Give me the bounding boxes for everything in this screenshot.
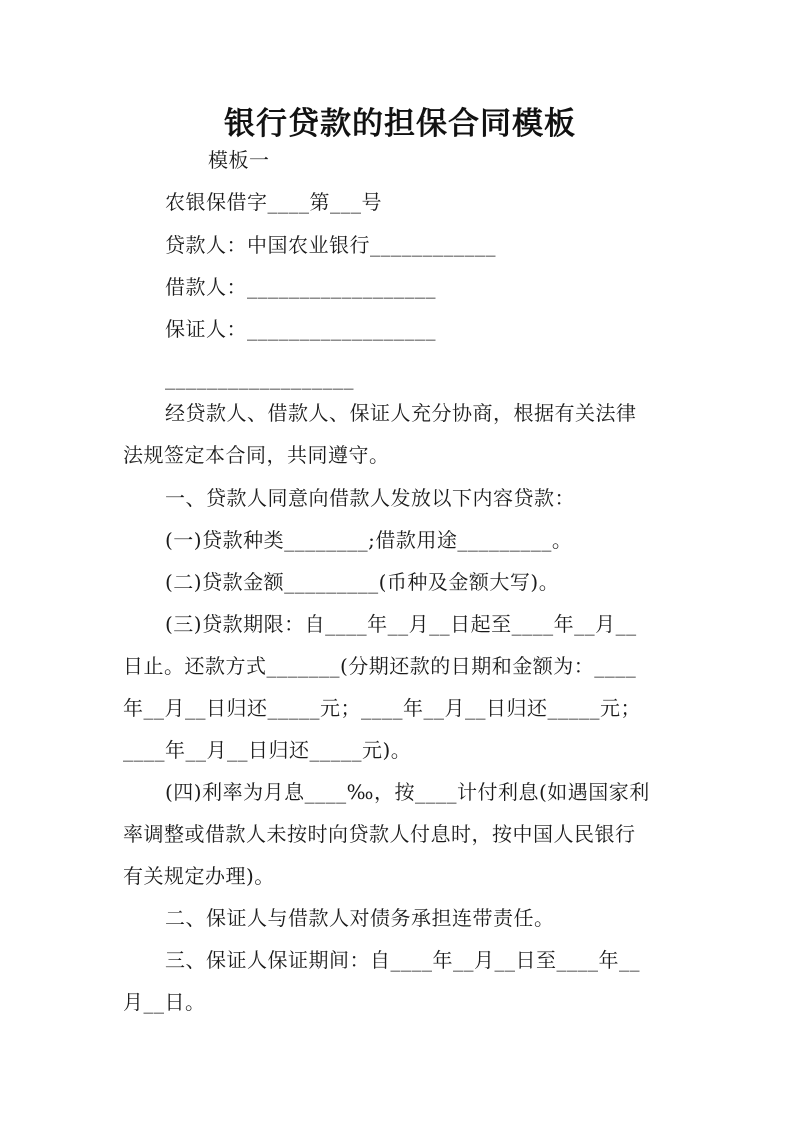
paragraph-line: 二、保证人与借款人对债务承担连带责任。 xyxy=(165,906,555,930)
paragraph-line: 年__月__日归还_____元；____年__月__日归还_____元； xyxy=(123,696,641,720)
paragraph-line: ____年__月__日归还_____元)。 xyxy=(123,738,412,762)
paragraph-line: 月__日。 xyxy=(123,990,206,1014)
paragraph-line: 日止。还款方式_______(分期还款的日期和金额为：____ xyxy=(123,654,637,678)
document-title: 银行贷款的担保合同模板 xyxy=(224,106,576,142)
paragraph-line: 有关规定办理)。 xyxy=(123,864,275,888)
borrower-line: 借款人：__________________ xyxy=(165,275,436,299)
paragraph-line: 三、保证人保证期间：自____年__月__日至____年__ xyxy=(165,948,640,972)
paragraph-line: 经贷款人、借款人、保证人充分协商，根据有关法律 xyxy=(165,401,637,425)
paragraph-line: 率调整或借款人未按时向贷款人付息时，按中国人民银行 xyxy=(123,822,636,846)
blank-line: __________________ xyxy=(165,366,354,390)
lender-line: 贷款人：中国农业银行____________ xyxy=(165,233,496,257)
contract-number-line: 农银保借字____第___号 xyxy=(165,190,382,214)
paragraph-line: (三)贷款期限：自____年__月__日起至____年__月__ xyxy=(165,612,637,636)
paragraph-line: 法规签定本合同，共同遵守。 xyxy=(123,443,390,467)
paragraph-line: 一、贷款人同意向借款人发放以下内容贷款： xyxy=(165,486,575,510)
guarantor-line: 保证人：__________________ xyxy=(165,317,436,341)
paragraph-line: (四)利率为月息____‰，按____计付利息(如遇国家利 xyxy=(165,780,650,804)
paragraph-line: (一)贷款种类________;借款用途_________。 xyxy=(165,528,573,552)
template-label: 模板一 xyxy=(208,148,270,172)
paragraph-line: (二)贷款金额_________(币种及金额大写)。 xyxy=(165,570,560,594)
